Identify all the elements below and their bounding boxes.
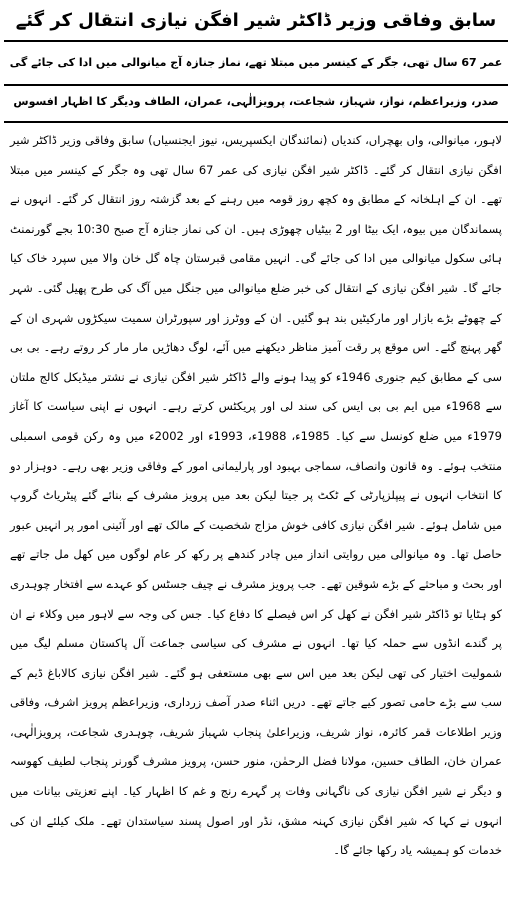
sub-headline: صدر، وزیراعظم، نواز، شہباز، شجاعت، پرویزالٰہی، عمران، الطاف ودیگر کا اظہار افسوس <box>13 95 499 108</box>
headline-divider <box>4 121 508 123</box>
main-headline: سابق وفاقی وزیر ڈاکٹر شیر افگن نیازی انتقال کر گئے <box>15 10 497 31</box>
headline-divider <box>4 40 508 42</box>
article-body: لاہور، میانوالی، واں بھچراں، کندیاں (نمائندگان ایکسپریس، نیوز ایجنسیاں) سابق وفاقی وزیر ڈاکٹر شیر افگن نیازی انتقال کر گئے۔ ڈاکٹر شیر افگن نیازی کی عمر 67 سال تھی وہ جگر کے کینسر میں مبتلا تھے۔ ان کے اہلخانہ کے مطابق وہ کچھ روز قومہ میں رہنے کے بعد گزشتہ روز انتقال کر گئے۔ انہوں نے پسماندگان میں بیوہ، ایک بیٹا اور 2 بیٹیاں چھوڑی ہیں۔ ان کی نماز جنازہ آج صبح 10:30 بجے گورنمنٹ ہائی سکول میانوالی میں ادا کی جائے گی۔ انہیں مقامی قبرستان چاہ گل خان والا میں سپرد خاک کیا جائے گا۔ شیر افگن نیازی کے انتقال کی خبر ضلع میانوالی میں جنگل میں آگ کی طرح پھیل گئی۔ شہر کے چھوٹے بڑے بازار اور مارکیٹیں بند ہو گئیں۔ ان کے ووٹرز اور سپورٹران سمیت سیکڑوں شہری ان کے گھر پہنچ گئے۔ اس موقع پر رقت آمیز مناظر دیکھنے میں آئے، لوگ دھاڑیں مار مار کر روتے رہے۔ بی بی سی کے مطابق کیم جنوری 1946ء کو پیدا ہونے والے ڈاکٹر شیر افگن نیازی نے نشتر میڈیکل کالج ملتان سے 1968ء میں ایم بی بی ایس کی سند لی اور پریکٹس کرتے رہے۔ انہوں نے اپنی سیاست کا آغاز 1979ء میں ضلع کونسل سے کیا۔ 1985ء، 1988ء، 1993ء اور 2002ء میں وہ رکن قومی اسمبلی منتخب ہوئے۔ وہ قانون وانصاف، سماجی بہبود اور پارلیمانی امور کے وفاقی وزیر بھی رہے۔ دوہزار دو کا انتخاب انہوں نے پیپلزپارٹی کے ٹکٹ پر جیتا لیکن بعد میں پرویز مشرف کے بنائے گئے پیٹریاٹ گروپ میں شامل ہوئے۔ شیر افگن نیازی کافی خوش مزاج شخصیت کے مالک تھے اور آئینی امور پر انہیں عبور حاصل تھا۔ وہ میانوالی میں روایتی انداز میں چادر کندھے پر رکھ کر عام لوگوں میں کھل مل جاتے تھے اور بحث و مباحثے کے بڑے شوقین تھے۔ جب پرویز مشرف نے چیف جسٹس کو عہدے سے افتخار چوہدری کو ہٹایا تو ڈاکٹر شیر افگن نے کھل کر اس فیصلے کا دفاع کیا۔ جس کی وجہ سے لاہور میں وکلاء نے ان پر گندے انڈوں سے حملہ کیا تھا۔ انہوں نے مشرف کی سیاسی جماعت آل پاکستان مسلم لیگ میں شمولیت اختیار کی تھی لیکن بعد میں اس سے بھی مستعفی ہو گئے۔ شیر افگن نیازی کالاباغ ڈیم کے سب سے بڑے حامی تصور کیے جاتے تھے۔ دریں اثناء صدر آصف زرداری، وزیراعظم پرویز اشرف، وفاقی وزیر اطلاعات قمر کائرہ، نواز شریف، وزیراعلیٰ پنجاب شہباز شریف، چوہدری شجاعت، پرویزالٰہی، عمران خان، الطاف حسین، مولانا فضل الرحمٰن، منور حسن، پرویز مشرف گورنر پنجاب لطیف کھوسہ و دیگر نے شیر افگن نیازی کی ناگہانی وفات پر گہرے رنج و غم کا اظہار کیا۔ اپنے تعزیتی بیانات میں انہوں نے کہا کہ شیر افگن نیازی کہنہ مشق، نڈر اور اصول پسند سیاستدان تھے۔ ملک کیلئے ان کی خدمات کو ہمیشہ یاد رکھا جائے گا۔ <box>10 133 503 858</box>
sub-headline: عمر 67 سال تھی، جگر کے کینسر میں مبتلا تھے، نماز جنازہ آج میانوالی میں ادا کی جائے گی <box>9 56 503 69</box>
